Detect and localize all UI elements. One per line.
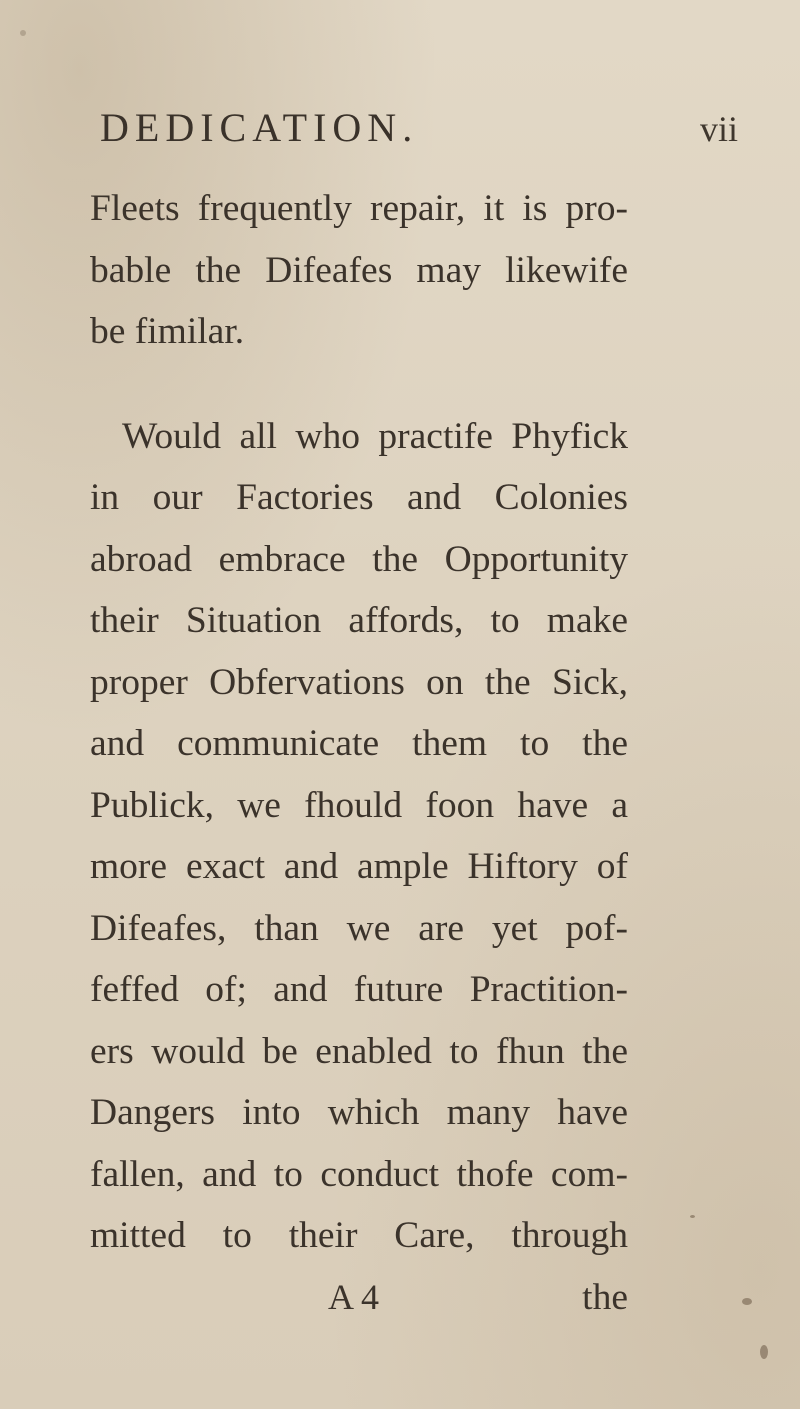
text-line: Publick, we fhould foon have a <box>90 784 628 826</box>
paper-speck <box>742 1298 752 1305</box>
text-line: Difeafes, than we are yet pof- <box>90 907 628 949</box>
page-number: vii <box>700 109 739 149</box>
paper-speck <box>760 1345 768 1359</box>
signature-mark: A 4 <box>328 1276 380 1317</box>
paragraph-break <box>90 363 628 406</box>
text-line: more exact and ample Hiftory of <box>90 846 628 887</box>
text-line: Fleets frequently repair, it is pro- <box>90 188 628 229</box>
text-line: and communicate them to the <box>90 723 628 764</box>
text-line: ers would be enabled to fhun the <box>90 1030 628 1072</box>
text-line: abroad embrace the Opportunity <box>90 538 628 580</box>
text-line: proper Obfervations on the Sick, <box>90 661 628 703</box>
text-line: their Situation affords, to make <box>90 600 628 641</box>
catch-line <box>90 1267 628 1329</box>
text-line: Dangers into which many have <box>90 1092 628 1133</box>
text-line: mitted to their Care, through <box>90 1215 628 1256</box>
text-line: fallen, and to conduct thofe com- <box>90 1153 628 1195</box>
paper-speck <box>690 1215 695 1218</box>
text-line: in our Factories and Colonies <box>90 477 628 518</box>
catchword: the <box>582 1276 628 1318</box>
text-line: be fimilar. <box>90 311 245 352</box>
running-head: DEDICATION. <box>100 105 419 150</box>
text-line: bable the Difeafes may likewife <box>90 249 628 291</box>
text-line: feffed of; and future Practition- <box>90 969 628 1010</box>
text-line: Would all who practife Phyfick <box>122 415 628 457</box>
body-text <box>90 178 628 1328</box>
paper-speck <box>20 30 26 36</box>
